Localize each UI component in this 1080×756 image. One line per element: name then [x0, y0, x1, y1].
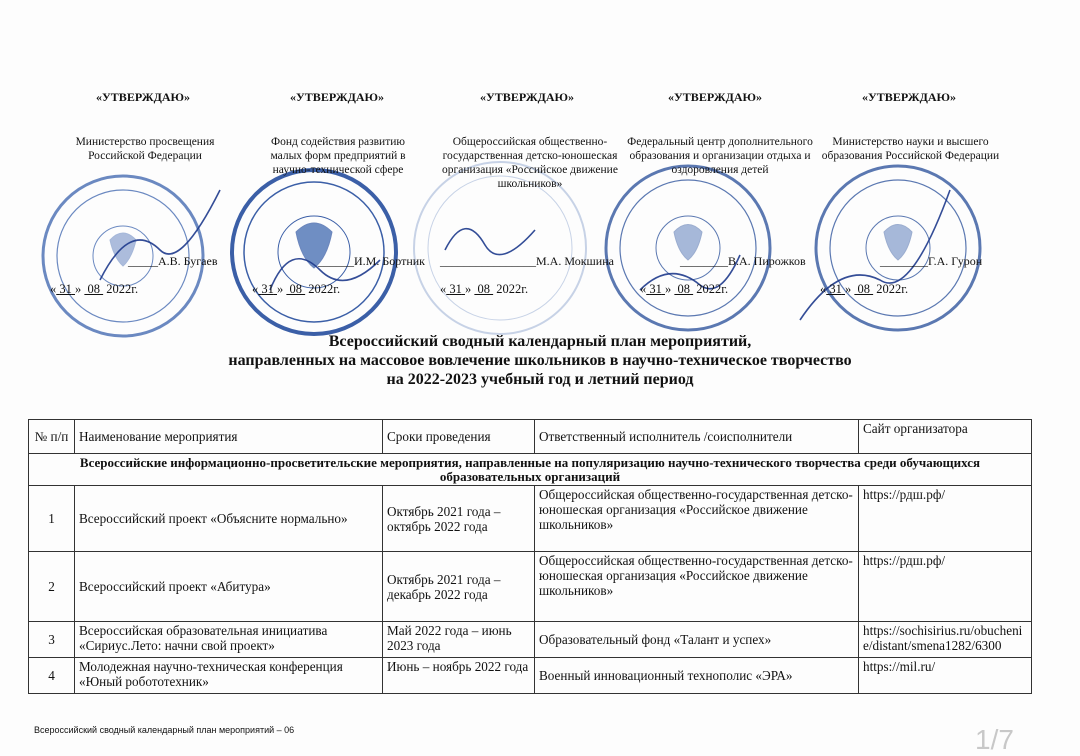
row-name: Молодежная научно-техническая конференция «Юный робототехник»	[75, 658, 383, 694]
row-executor-text: Общероссийская общественно-государственная детско-юношеская организация «Российское движение школьников»	[539, 487, 853, 532]
signatory-2: ______И.М. Бортник	[318, 254, 425, 268]
header-num: № п/п	[29, 420, 75, 454]
approval-date-2: « 31 » 08 2022г.	[252, 282, 341, 296]
approval-date-5: « 31 » 08 2022г.	[820, 282, 909, 296]
signatory-1: _____А.В. Бугаев	[128, 254, 218, 268]
row-num: 3	[29, 622, 75, 658]
approval-heading-2: «УТВЕРЖДАЮ»	[290, 90, 385, 104]
events-table	[28, 419, 1032, 694]
signatory-5: ________Г.А. Гурон	[880, 254, 983, 268]
approval-date-4: « 31 » 08 2022г.	[640, 282, 729, 296]
table-row	[29, 552, 1032, 622]
page-counter: 1/7	[975, 724, 1014, 755]
table-row	[29, 622, 1032, 658]
row-dates: Октябрь 2021 года – декабрь 2022 года	[383, 552, 535, 622]
row-dates: Июнь – ноябрь 2022 года	[383, 658, 535, 694]
section-title: Всероссийские информационно-просветительские мероприятия, направленные на популяризацию научно-технического творчества среди обучающихся образовательных организаций	[29, 454, 1032, 486]
stamp-2-icon	[232, 170, 396, 334]
table-header-row	[29, 420, 1032, 454]
stamp-4-icon	[606, 166, 770, 330]
approval-org-1: Министерство просвещения Российской Федерации	[75, 136, 215, 162]
row-executor	[535, 552, 859, 622]
stamp-5-icon	[816, 166, 983, 330]
row-name: Всероссийский проект «Объясните нормально»	[75, 486, 383, 552]
header-dates: Сроки проведения	[383, 420, 535, 454]
row-name: Всероссийская образовательная инициатива «Сириус.Лето: начни свой проект»	[75, 622, 383, 658]
row-dates: Октябрь 2021 года – октябрь 2022 года	[383, 486, 535, 552]
page-footer: Всероссийский сводный календарный план мероприятий – 06	[34, 725, 295, 735]
header-site: Сайт организатора	[859, 420, 1032, 454]
title-line-1: Всероссийский сводный календарный план мероприятий,	[328, 333, 752, 350]
row-executor: Военный инновационный технополис «ЭРА»	[535, 658, 859, 694]
row-executor: Образовательный фонд «Талант и успех»	[535, 622, 859, 658]
approval-heading-5: «УТВЕРЖДАЮ»	[862, 90, 957, 104]
row-num: 1	[29, 486, 75, 552]
document-title	[0, 332, 1080, 389]
approval-date-1: « 31 » 08 2022г.	[50, 282, 139, 296]
title-line-2: направленных на массовое вовлечение школьников в научно-техническое творчество	[228, 352, 852, 369]
row-site: https://mil.ru/	[859, 658, 1032, 694]
approval-org-2: Фонд содействия развитию малых форм предприятий в научно-технической сфере	[270, 136, 406, 176]
row-site: https://рдш.рф/	[859, 486, 1032, 552]
header-name: Наименование мероприятия	[75, 420, 383, 454]
row-executor-text: Общероссийская общественно-государственная детско-юношеская организация «Российское движение школьников»	[539, 553, 853, 598]
approval-heading-4: «УТВЕРЖДАЮ»	[668, 90, 763, 104]
row-site: https://sochisirius.ru/obucheni e/distant/smena1282/6300	[859, 622, 1032, 658]
row-num: 2	[29, 552, 75, 622]
approval-org-5: Министерство науки и высшего образования Российской Федерации	[821, 136, 1000, 162]
approval-org-3: Общероссийская общественно-государственная детско-юношеская организация «Российское движение школьников»	[442, 136, 618, 190]
table-row	[29, 658, 1032, 694]
row-name: Всероссийский проект «Абитура»	[75, 552, 383, 622]
approval-heading-1: «УТВЕРЖДАЮ»	[96, 90, 191, 104]
approval-org-4: Федеральный центр дополнительного образования и организации отдыха и оздоровления детей	[627, 136, 813, 176]
approval-date-3: « 31 » 08 2022г.	[440, 282, 529, 296]
header-executor: Ответственный исполнитель /соисполнители	[535, 420, 859, 454]
section-row	[29, 454, 1032, 486]
row-num: 4	[29, 658, 75, 694]
signatory-3: ________________М.А. Мокшина	[440, 254, 614, 268]
row-dates: Май 2022 года – июнь 2023 года	[383, 622, 535, 658]
row-site: https://рдш.рф/	[859, 552, 1032, 622]
signatory-4: ________В.А. Пирожков	[680, 254, 806, 268]
title-line-3: на 2022-2023 учебный год и летний период	[386, 371, 694, 388]
row-executor	[535, 486, 859, 552]
approval-heading-3: «УТВЕРЖДАЮ»	[480, 90, 575, 104]
table-row	[29, 486, 1032, 552]
